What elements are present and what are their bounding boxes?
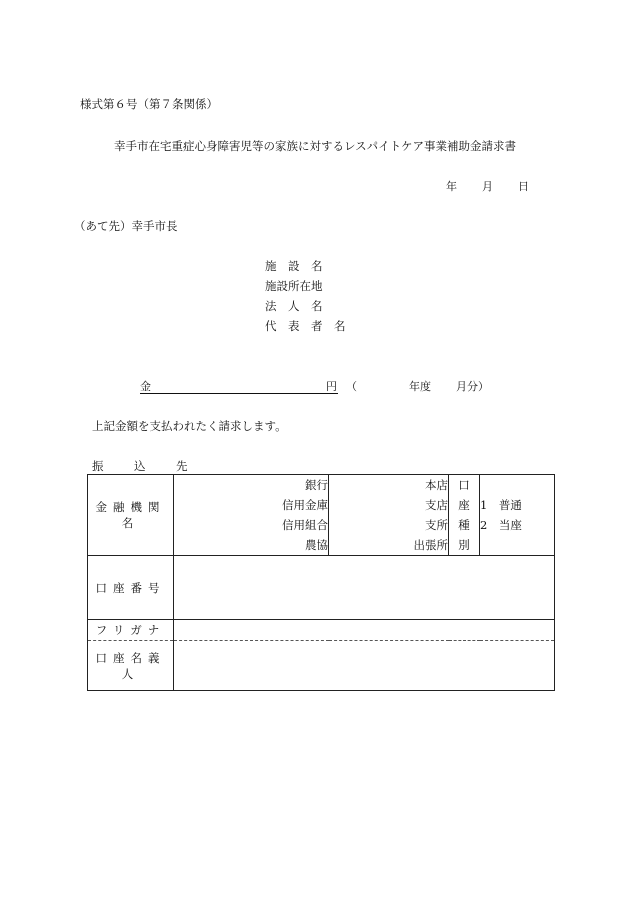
branch-type: 本店 xyxy=(425,478,448,492)
facility-address-label: 施設所在地 xyxy=(265,279,323,293)
account-holder-row xyxy=(88,641,555,691)
transfer-char: 先 xyxy=(176,459,188,473)
account-type-option: 1 普通 xyxy=(480,498,522,512)
request-text: 上記金額を支払われたく請求します。 xyxy=(92,419,287,433)
amount-fiscal-year: 年度 xyxy=(409,380,431,393)
account-type-options-cell[interactable] xyxy=(480,475,555,556)
institution-type: 銀行 xyxy=(305,478,328,492)
furigana-field[interactable] xyxy=(174,620,555,641)
account-number-field[interactable] xyxy=(174,556,555,620)
date-year: 年 xyxy=(446,180,457,193)
branch-name-cell[interactable] xyxy=(329,475,449,556)
corporation-name-label: 法 人 名 xyxy=(265,299,323,313)
account-type-label-char: 種 xyxy=(458,518,470,532)
transfer-char: 込 xyxy=(134,459,146,473)
account-type-label-cell xyxy=(449,475,480,556)
account-holder-field[interactable] xyxy=(174,641,555,691)
date-day: 日 xyxy=(518,180,529,193)
institution-label: 金融機関名 xyxy=(88,475,174,556)
account-type-label-char: 口 xyxy=(458,478,470,492)
institution-type: 農協 xyxy=(305,538,328,552)
amount-yen: 円 xyxy=(326,380,337,393)
furigana-label: フリガナ xyxy=(88,620,174,641)
institution-type: 信用金庫 xyxy=(282,498,328,512)
furigana-row xyxy=(88,620,555,641)
account-type-label-char: 座 xyxy=(458,498,470,512)
account-holder-label: 口座名義人 xyxy=(88,641,174,691)
institution-row xyxy=(88,475,555,556)
account-type-option xyxy=(480,475,554,495)
amount-line xyxy=(0,378,630,398)
date-month: 月 xyxy=(482,180,493,193)
amount-underline[interactable] xyxy=(140,393,338,394)
bank-account-table xyxy=(87,474,555,691)
branch-type: 支店 xyxy=(425,498,448,512)
account-number-row xyxy=(88,556,555,620)
amount-kin: 金 xyxy=(140,380,151,393)
institution-type: 信用組合 xyxy=(282,518,328,532)
addressee: （あて先）幸手市長 xyxy=(74,219,178,233)
document-title: 幸手市在宅重症心身障害児等の家族に対するレスパイトケア事業補助金請求書 xyxy=(114,139,516,153)
form-number: 様式第６号（第７条関係） xyxy=(80,97,218,111)
amount-paren-open: （ xyxy=(346,380,357,393)
institution-name-cell[interactable] xyxy=(174,475,329,556)
account-number-label: 口座番号 xyxy=(88,556,174,620)
account-type-label-char: 別 xyxy=(458,538,470,552)
amount-month-part: 月分） xyxy=(456,380,489,393)
representative-label: 代 表 者 名 xyxy=(265,319,346,333)
branch-type: 支所 xyxy=(425,518,448,532)
branch-type: 出張所 xyxy=(413,538,448,552)
transfer-char: 振 xyxy=(92,459,104,473)
facility-name-label: 施 設 名 xyxy=(265,259,323,273)
account-type-option: 2 当座 xyxy=(480,518,522,532)
transfer-destination-label xyxy=(92,458,188,474)
account-type-option xyxy=(480,535,554,555)
